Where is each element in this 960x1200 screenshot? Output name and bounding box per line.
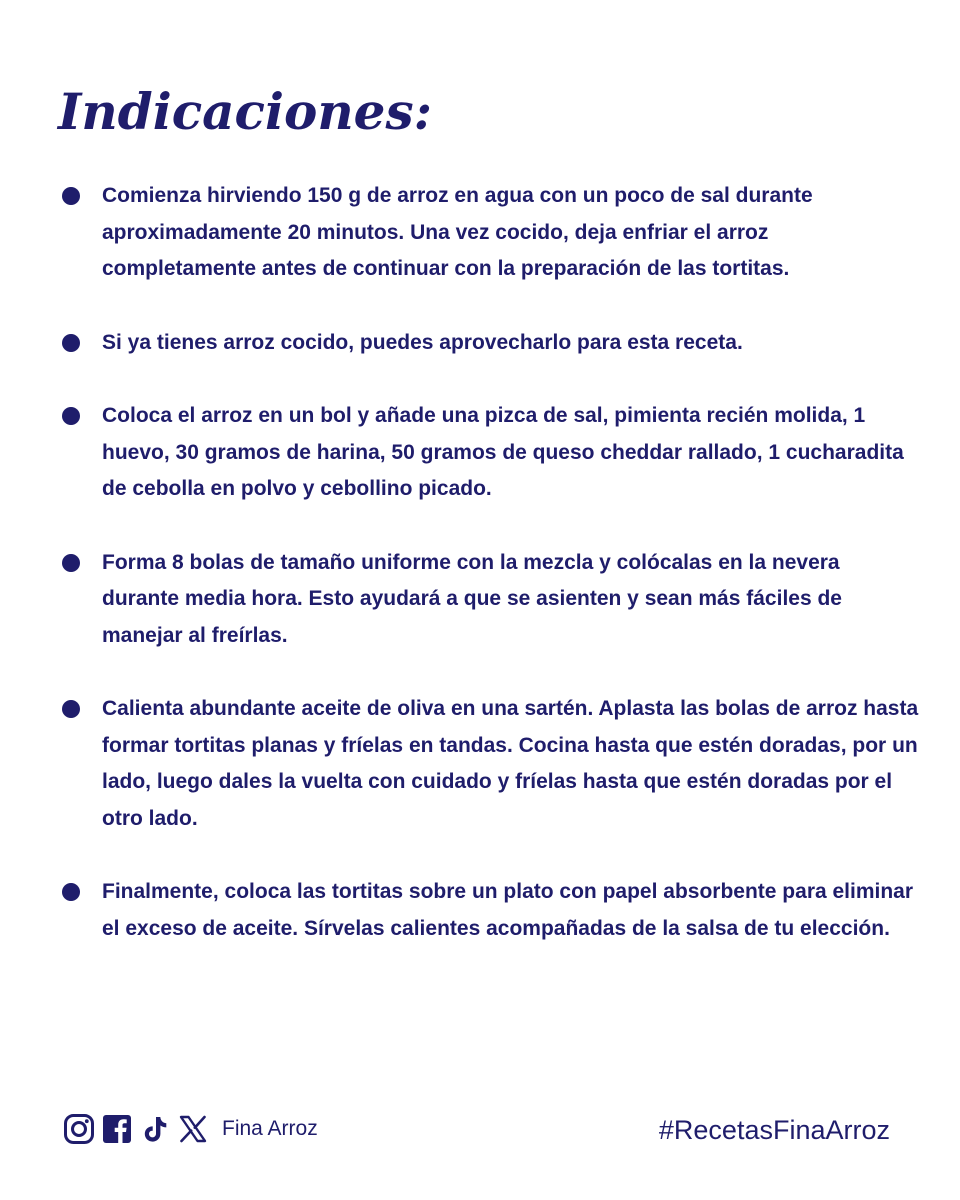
step-item xyxy=(62,545,922,655)
bullet-icon xyxy=(62,407,80,425)
step-text: Comienza hirviendo 150 g de arroz en agua con un poco de sal durante aproximadamente 20 minutos. Una vez cocido, deja enfriar el arroz completamente antes de continuar con la preparación de las tortitas. xyxy=(102,184,813,280)
step-item xyxy=(62,325,922,362)
page-title: Indicaciones: xyxy=(58,82,433,141)
step-item xyxy=(62,874,922,947)
step-text: Si ya tienes arroz cocido, puedes aprovecharlo para esta receta. xyxy=(102,330,743,354)
bullet-icon xyxy=(62,554,80,572)
brand-name: Fina Arroz xyxy=(222,1117,318,1140)
step-text: Finalmente, coloca las tortitas sobre un plato con papel absorbente para eliminar el exceso de aceite. Sírvelas calientes acompañadas de la salsa de tu elección. xyxy=(102,880,914,940)
hashtag-label: #RecetasFinaArroz xyxy=(658,1115,890,1145)
step-item xyxy=(62,691,922,837)
bullet-icon xyxy=(62,334,80,352)
bullet-icon xyxy=(62,187,80,205)
step-text: Coloca el arroz en un bol y añade una pizca de sal, pimienta recién molida, 1 huevo, 30 gramos de harina, 50 gramos de queso cheddar rallado, 1 cucharadita de cebolla en polvo y cebollino picado. xyxy=(102,404,904,500)
step-item xyxy=(62,398,922,508)
facebook-icon[interactable] xyxy=(100,1112,134,1146)
instagram-icon[interactable] xyxy=(62,1112,96,1146)
bullet-icon xyxy=(62,883,80,901)
bullet-icon xyxy=(62,700,80,718)
social-footer xyxy=(62,1112,318,1146)
steps-list xyxy=(62,178,922,984)
step-text: Forma 8 bolas de tamaño uniforme con la mezcla y colócalas en la nevera durante media hora. Esto ayudará a que se asienten y sean más fáciles de manejar al freírlas. xyxy=(102,550,842,647)
x-icon[interactable] xyxy=(176,1112,210,1146)
step-text: Calienta abundante aceite de oliva en una sartén. Aplasta las bolas de arroz hasta formar tortitas planas y fríelas en tandas. Cocina hasta que estén doradas, por un lado, luego dales la vuelta con cuidado y fríelas hasta que estén doradas por el otro lado. xyxy=(102,697,919,830)
tiktok-icon[interactable] xyxy=(138,1112,172,1146)
step-item xyxy=(62,178,922,288)
